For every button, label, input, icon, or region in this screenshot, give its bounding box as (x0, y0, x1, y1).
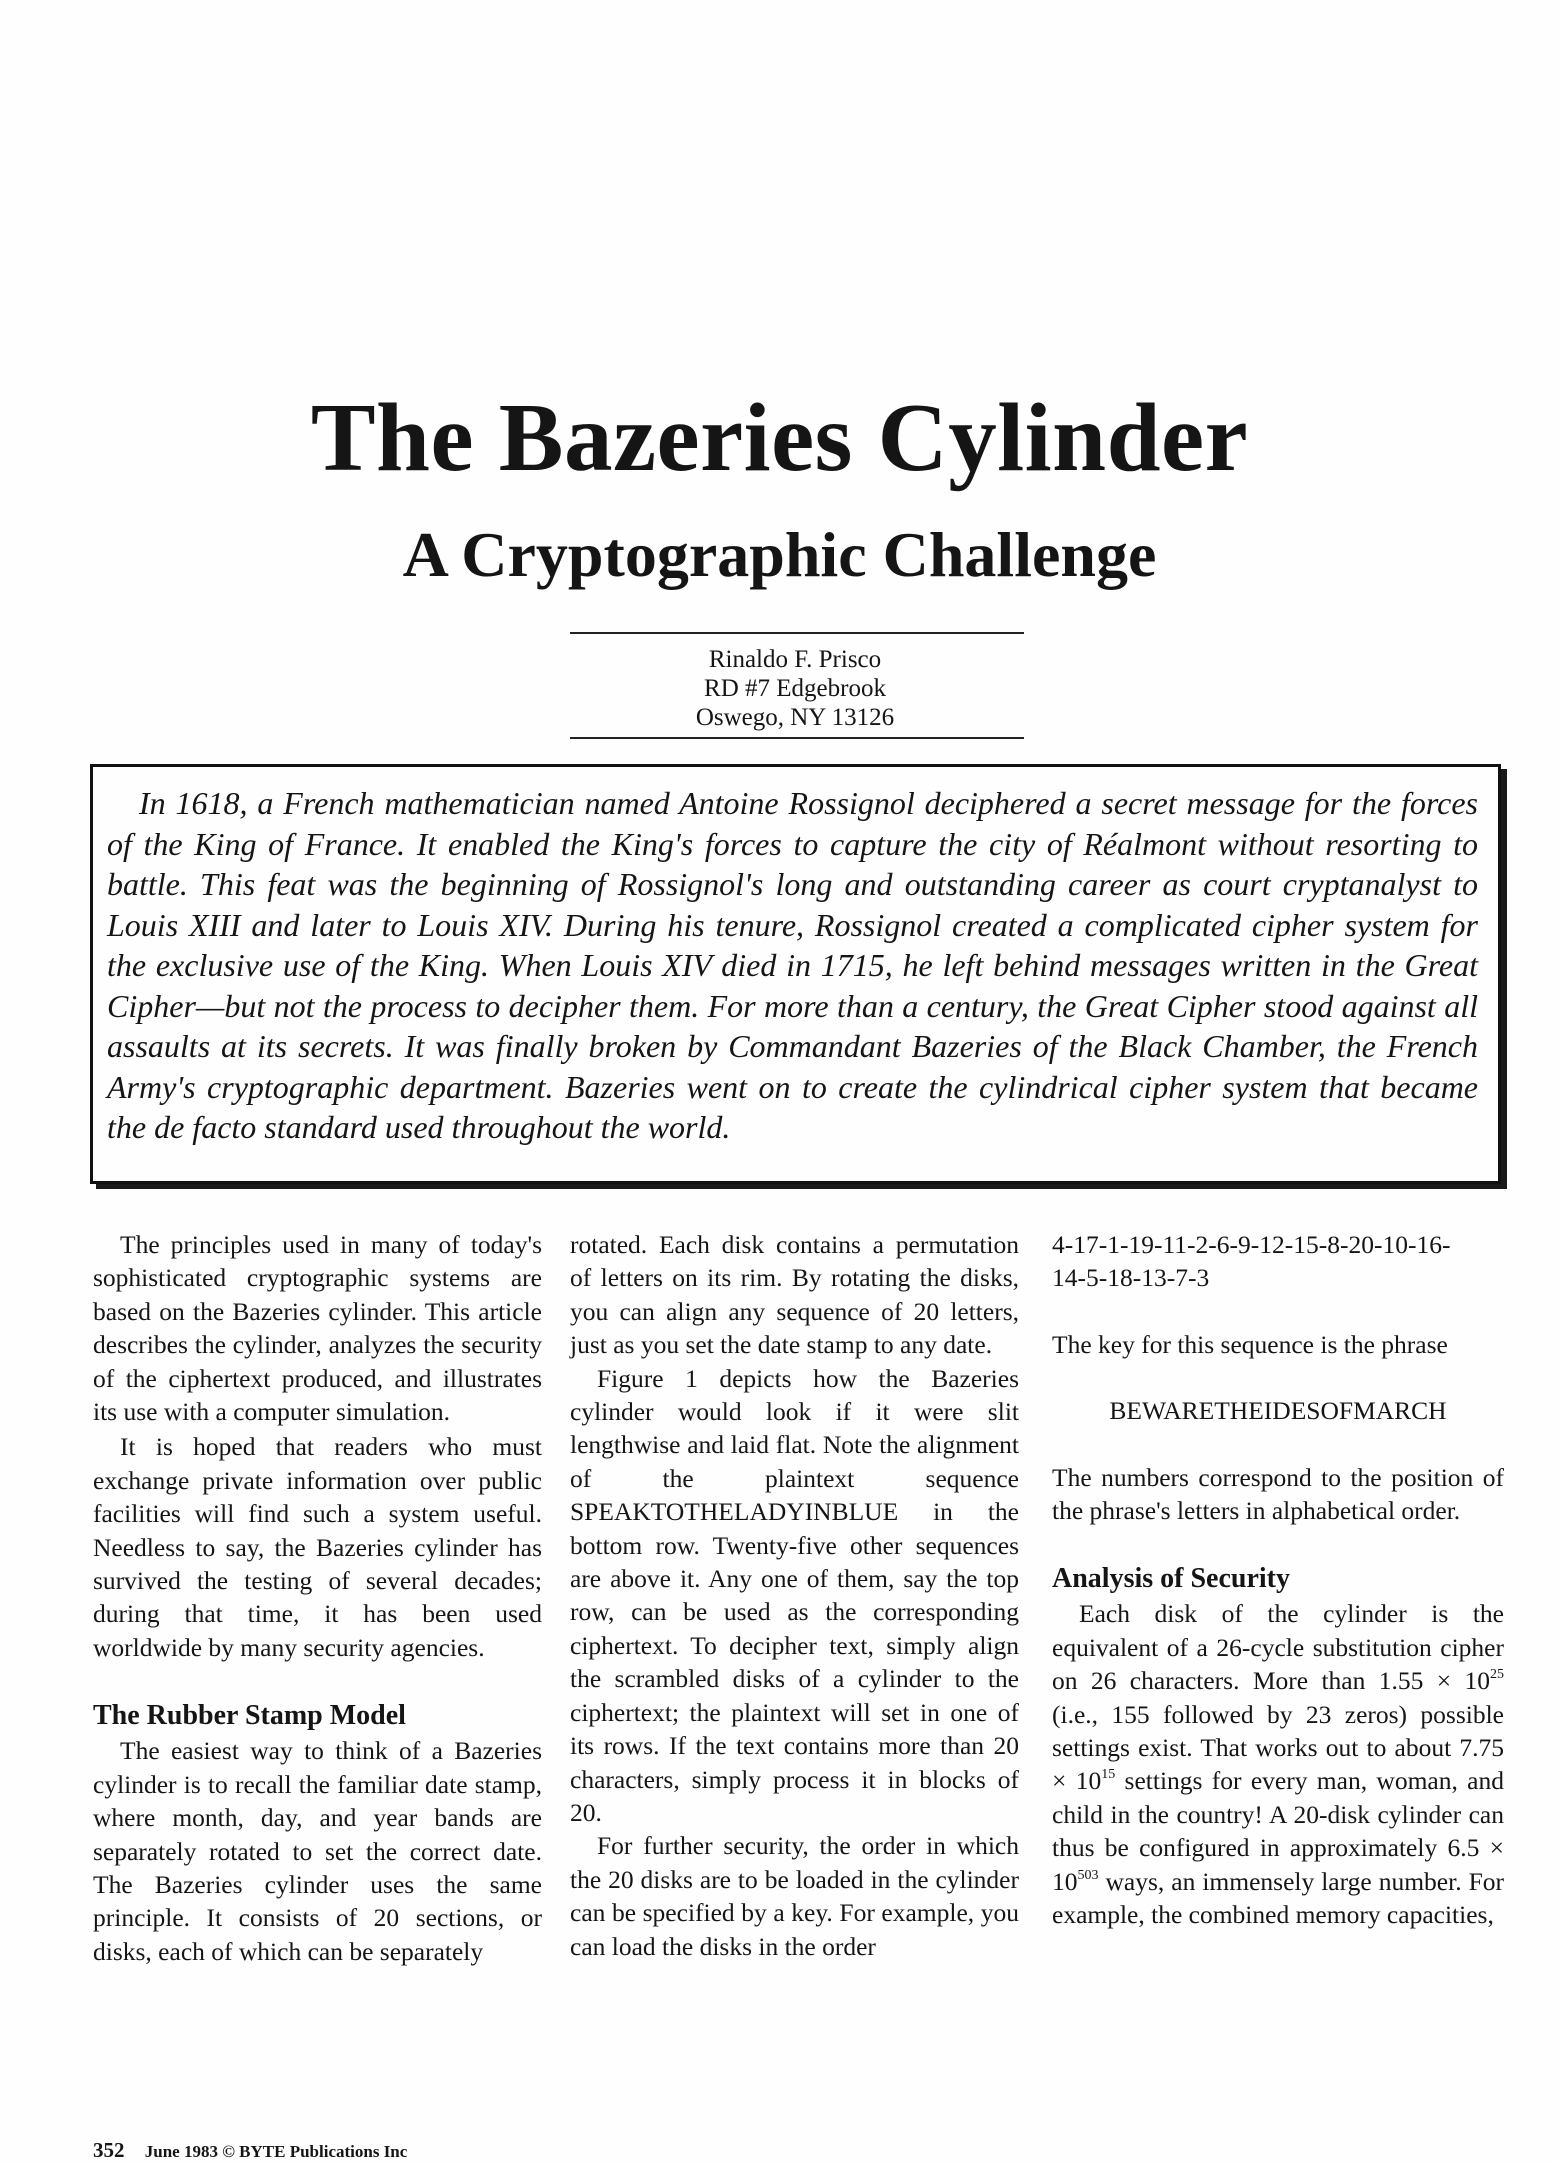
author-name: Rinaldo F. Prisco (708, 646, 882, 673)
col3-paragraph-3: Each disk of the cylinder is the equivalent of a 26-cycle substitution cipher on 26 characters. More than $1.55 \times 10^{25}$ (i.e., 155 followed by 23 zeros) possible settings exist. That works out to about $7.75 \times 10^{15}$ settings for every man, woman, and child in the country! A 20-disk cylinder can thus be configured in approximately $6.5 \times 10^{503}$ ways, an immensely large number. For example, the combined memory capacities, (1052, 1599, 1504, 1930)
author-address-line1: RD #7 Edgebrook (704, 675, 886, 702)
column-2 (570, 1228, 1019, 1963)
byline-bottom-rule (570, 737, 1024, 739)
article-title: The Bazeries Cylinder (310, 384, 1249, 491)
col2-paragraph-3: For further security, the order in which the 20 disks are to be loaded in the cylinder can be specified by a key. For example, you can load the disks in the order (570, 1831, 1019, 1961)
abstract-text: In 1618, a French mathematician named Antoine Rossignol deciphered a secret message for the forces of the King of France. It enabled the King's forces to capture the city of Réalmont without resorting to battle. This feat was the beginning of Rossignol's long and outstanding career as court cryptanalyst to Louis XIII and later to Louis XIV. During his tenure, Rossignol created a complicated cipher system for the exclusive use of the King. When Louis XIV died in 1715, he left behind messages written in the Great Cipher—but not the process to decipher them. For more than a century, the Great Cipher stood against all assaults at its secrets. It was finally broken by Commandant Bazeries of the Black Chamber, the French Army's cryptographic department. Bazeries went on to create the cylindrical cipher system that became the de facto standard used throughout the world. (107, 785, 1478, 1145)
col2-paragraph-2: Figure 1 depicts how the Bazeries cylinder would look if it were slit lengthwise and laid flat. Note the alignment of the plaintext sequence SPEAKTOTHELADYINBLUE in the bottom row. Twenty-five other sequences are above it. Any one of them, say the top row, can be used as the corresponding ciphertext. To decipher text, simply align the scrambled disks of a cylinder to the ciphertext; the plaintext will set in one of its rows. If the text contains more than 20 characters, simply process it in blocks of 20. (570, 1363, 1019, 1827)
key-sequence-line-1: 4-17-1-19-11-2-6-9-12-15-8-20-10-16- (1052, 1230, 1451, 1259)
byline-top-rule (570, 632, 1024, 634)
col1-paragraph-1: The principles used in many of today's sophisticated cryptographic systems are based on the Bazeries cylinder. This article describes the cylinder, analyzes the security of the ciphertext produced, and illustrates its use with a computer simulation. (93, 1230, 542, 1427)
author-address-line2: Oswego, NY 13126 (695, 704, 895, 731)
column-3 (1052, 1228, 1504, 1932)
footer-credit: June 1983 © BYTE Publications Inc (144, 2142, 408, 2161)
exponent-3: 503 (1077, 1867, 1099, 1883)
exponent-1: 25 (1490, 1667, 1504, 1683)
exponent-2: 15 (1101, 1767, 1116, 1783)
abstract-box (90, 764, 1501, 1184)
key-sequence-line-2: 14-5-18-13-7-3 (1052, 1263, 1210, 1293)
col1-paragraph-2: It is hoped that readers who must exchange private information over public facilities will find such a system useful. Needless to say, the Bazeries cylinder has survived the testing of several decades; during that time, it has been used worldwide by many security agencies. (93, 1432, 542, 1662)
article-subtitle: A Cryptographic Challenge (402, 519, 1157, 590)
col3-paragraph-1: The key for this sequence is the phrase (1052, 1329, 1448, 1359)
page-number: 352 (93, 2138, 125, 2162)
col2-paragraph-1: rotated. Each disk contains a permutation of letters on its rim. By rotating the disks, you can align any sequence of 20 letters, just as you set the date stamp to any date. (570, 1230, 1019, 1360)
section-heading-rubber-stamp: The Rubber Stamp Model (93, 1700, 406, 1732)
byline (570, 645, 1020, 732)
col3-paragraph-2: The numbers correspond to the position of the phrase's letters in alphabetical order. (1052, 1462, 1504, 1526)
page-footer (93, 2138, 407, 2163)
section-heading-analysis-of-security: Analysis of Security (1052, 1563, 1290, 1595)
key-phrase: BEWARETHEIDESOFMARCH (1109, 1396, 1447, 1426)
col1-paragraph-3: The easiest way to think of a Bazeries cylinder is to recall the familiar date stamp, where month, day, and year bands are separately rotated to set the correct date. The Bazeries cylinder uses the same principle. It consists of 20 sections, or disks, each of which can be separately (93, 1736, 542, 1966)
column-1 (93, 1228, 542, 1968)
